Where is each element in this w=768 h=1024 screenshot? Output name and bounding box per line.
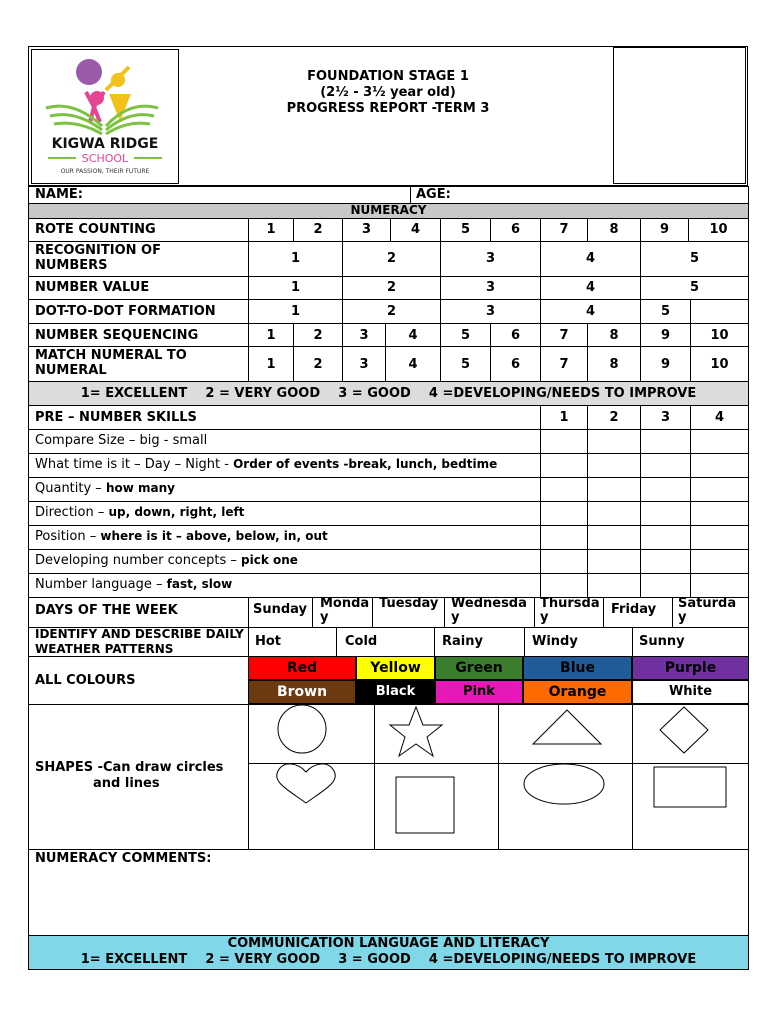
report-title-line-2: (2½ - 3½ year old): [320, 85, 456, 100]
value-score-3[interactable]: 3: [485, 280, 496, 295]
row-label-number-value: NUMBER VALUE: [35, 280, 150, 295]
name-label: NAME:: [35, 187, 83, 202]
pre-number-score-1: 1: [559, 410, 569, 425]
rote-score-10[interactable]: 10: [709, 222, 728, 237]
rote-score-8[interactable]: 8: [609, 222, 619, 237]
seq-score-4[interactable]: 4: [408, 328, 418, 343]
shape-square: [396, 777, 454, 833]
day-sunday: Sunday: [253, 603, 308, 617]
pre-number-score-4: 4: [714, 410, 725, 425]
seq-score-7[interactable]: 7: [559, 328, 569, 343]
rote-score-1[interactable]: 1: [266, 222, 276, 237]
pre-number-score-3: 3: [660, 410, 671, 425]
weather-windy: Windy: [532, 634, 578, 649]
seq-score-1[interactable]: 1: [266, 328, 276, 343]
day-saturday: Saturday: [678, 597, 737, 625]
match-score-4[interactable]: 4: [408, 357, 418, 372]
seq-score-9[interactable]: 9: [660, 328, 671, 343]
seq-score-2[interactable]: 2: [313, 328, 323, 343]
weather-sunny: Sunny: [639, 634, 685, 649]
rote-score-6[interactable]: 6: [510, 222, 521, 237]
shape-oval: [524, 764, 604, 804]
numeracy-comments-field[interactable]: [30, 868, 747, 934]
school-logo: [34, 52, 176, 180]
shape-circle: [278, 705, 326, 753]
row-label-number-sequencing: NUMBER SEQUENCING: [35, 328, 199, 343]
dot-score-4[interactable]: 4: [585, 304, 596, 319]
days-label: DAYS OF THE WEEK: [35, 603, 178, 618]
recognition-score-3[interactable]: 3: [485, 251, 496, 266]
rote-score-4[interactable]: 4: [410, 222, 421, 237]
logo-sub: SCHOOL: [81, 152, 129, 165]
report-title-line-1: FOUNDATION STAGE 1: [307, 69, 469, 84]
dot-score-5[interactable]: 5: [660, 304, 671, 319]
weather-rainy: Rainy: [442, 634, 483, 649]
match-score-7[interactable]: 7: [559, 357, 569, 372]
match-score-8[interactable]: 8: [609, 357, 619, 372]
match-score-6[interactable]: 6: [510, 357, 521, 372]
skill-number-concepts: Developing number concepts – pick one: [35, 553, 298, 568]
rote-score-2[interactable]: 2: [313, 222, 323, 237]
match-score-1[interactable]: 1: [266, 357, 276, 372]
recognition-score-5[interactable]: 5: [689, 251, 700, 266]
skill-compare-size: Compare Size – big - small: [35, 433, 208, 448]
skill-quantity: Quantity – how many: [35, 481, 175, 496]
skill-number-language: Number language – fast, slow: [35, 577, 233, 592]
shape-rectangle: [654, 767, 726, 807]
colours-label: ALL COLOURS: [35, 673, 136, 688]
seq-score-3[interactable]: 3: [359, 328, 369, 343]
day-monday: Monday: [320, 597, 370, 625]
value-score-4[interactable]: 4: [585, 280, 596, 295]
photo-box[interactable]: [613, 47, 746, 184]
dot-score-1[interactable]: 1: [290, 304, 301, 319]
dot-score-3[interactable]: 3: [485, 304, 496, 319]
dot-score-2[interactable]: 2: [386, 304, 397, 319]
grading-key: 1= EXCELLENT 2 = VERY GOOD 3 = GOOD 4 =DEVELOPING/NEEDS TO IMPROVE: [80, 386, 697, 401]
shape-star: [390, 707, 442, 756]
match-score-3[interactable]: 3: [359, 357, 369, 372]
age-label: AGE:: [416, 187, 451, 202]
recognition-score-4[interactable]: 4: [585, 251, 596, 266]
name-field[interactable]: [95, 187, 408, 202]
communication-title: COMMUNICATION LANGUAGE AND LITERACY: [227, 936, 550, 951]
row-label-match-numeral: MATCH NUMERAL TO NUMERAL: [35, 348, 187, 378]
colour-swatch-green: Green: [435, 656, 523, 680]
rote-score-7[interactable]: 7: [559, 222, 569, 237]
colour-swatch-yellow: Yellow: [356, 656, 435, 680]
colour-swatch-orange: Orange: [523, 680, 632, 704]
row-label-recognition: RECOGNITION OF NUMBERS: [35, 243, 161, 273]
seq-score-8[interactable]: 8: [609, 328, 619, 343]
rote-score-3[interactable]: 3: [361, 222, 372, 237]
logo-name: KIGWA RIDGE: [51, 136, 159, 152]
logo-purple-head: [76, 59, 102, 85]
pre-number-score-2: 2: [609, 410, 619, 425]
weather-hot: Hot: [255, 634, 282, 649]
rote-score-5[interactable]: 5: [460, 222, 471, 237]
shape-heart: [277, 764, 336, 803]
colour-swatch-white: White: [632, 680, 749, 704]
shapes-drawing: [248, 704, 749, 849]
age-field[interactable]: [460, 187, 746, 202]
value-score-5[interactable]: 5: [689, 280, 700, 295]
row-label-dot-to-dot: DOT-TO-DOT FORMATION: [35, 304, 216, 319]
skill-what-time: What time is it – Day – Night - Order of events -break, lunch, bedtime: [35, 457, 498, 472]
recognition-score-1[interactable]: 1: [290, 251, 301, 266]
match-score-5[interactable]: 5: [460, 357, 471, 372]
communication-key: 1= EXCELLENT 2 = VERY GOOD 3 = GOOD 4 =DEVELOPING/NEEDS TO IMPROVE: [80, 952, 697, 967]
day-wednesday: Wednesday: [451, 597, 527, 625]
seq-score-5[interactable]: 5: [460, 328, 471, 343]
row-label-rote-counting: ROTE COUNTING: [35, 222, 156, 237]
value-score-1[interactable]: 1: [290, 280, 301, 295]
logo-motto: OUR PASSION, THEIR FUTURE: [60, 168, 150, 175]
colour-swatch-purple: Purple: [632, 656, 749, 680]
value-score-2[interactable]: 2: [386, 280, 397, 295]
pre-number-title: PRE – NUMBER SKILLS: [35, 410, 197, 425]
seq-score-6[interactable]: 6: [510, 328, 521, 343]
day-tuesday: Tuesday: [379, 597, 439, 611]
colour-swatch-pink: Pink: [435, 680, 523, 704]
skill-position: Position – where is it – above, below, in, out: [35, 529, 328, 544]
match-score-2[interactable]: 2: [313, 357, 323, 372]
numeracy-comments-label: NUMERACY COMMENTS:: [35, 851, 212, 866]
shape-triangle: [533, 710, 601, 744]
colour-swatch-black: Black: [356, 680, 435, 704]
rote-score-9[interactable]: 9: [659, 222, 670, 237]
match-score-9[interactable]: 9: [660, 357, 671, 372]
day-friday: Friday: [611, 603, 657, 617]
weather-label: IDENTIFY AND DESCRIBE DAILY WEATHER PATTERNS: [35, 627, 244, 656]
report-title-line-3: PROGRESS REPORT -TERM 3: [286, 101, 490, 116]
colour-swatch-blue: Blue: [523, 656, 632, 680]
shape-diamond: [660, 707, 708, 753]
recognition-score-2[interactable]: 2: [386, 251, 397, 266]
skill-direction: Direction – up, down, right, left: [35, 505, 245, 520]
match-score-10[interactable]: 10: [710, 357, 729, 372]
shapes-label-line-2: and lines: [93, 776, 160, 791]
colour-swatch-red: Red: [248, 656, 356, 680]
shapes-label-line-1: SHAPES -Can draw circles: [35, 760, 224, 775]
weather-cold: Cold: [345, 634, 378, 649]
numeracy-title: NUMERACY: [350, 203, 427, 217]
seq-score-10[interactable]: 10: [710, 328, 729, 343]
colour-swatch-brown: Brown: [248, 680, 356, 704]
day-thursday: Thursday: [540, 597, 600, 625]
